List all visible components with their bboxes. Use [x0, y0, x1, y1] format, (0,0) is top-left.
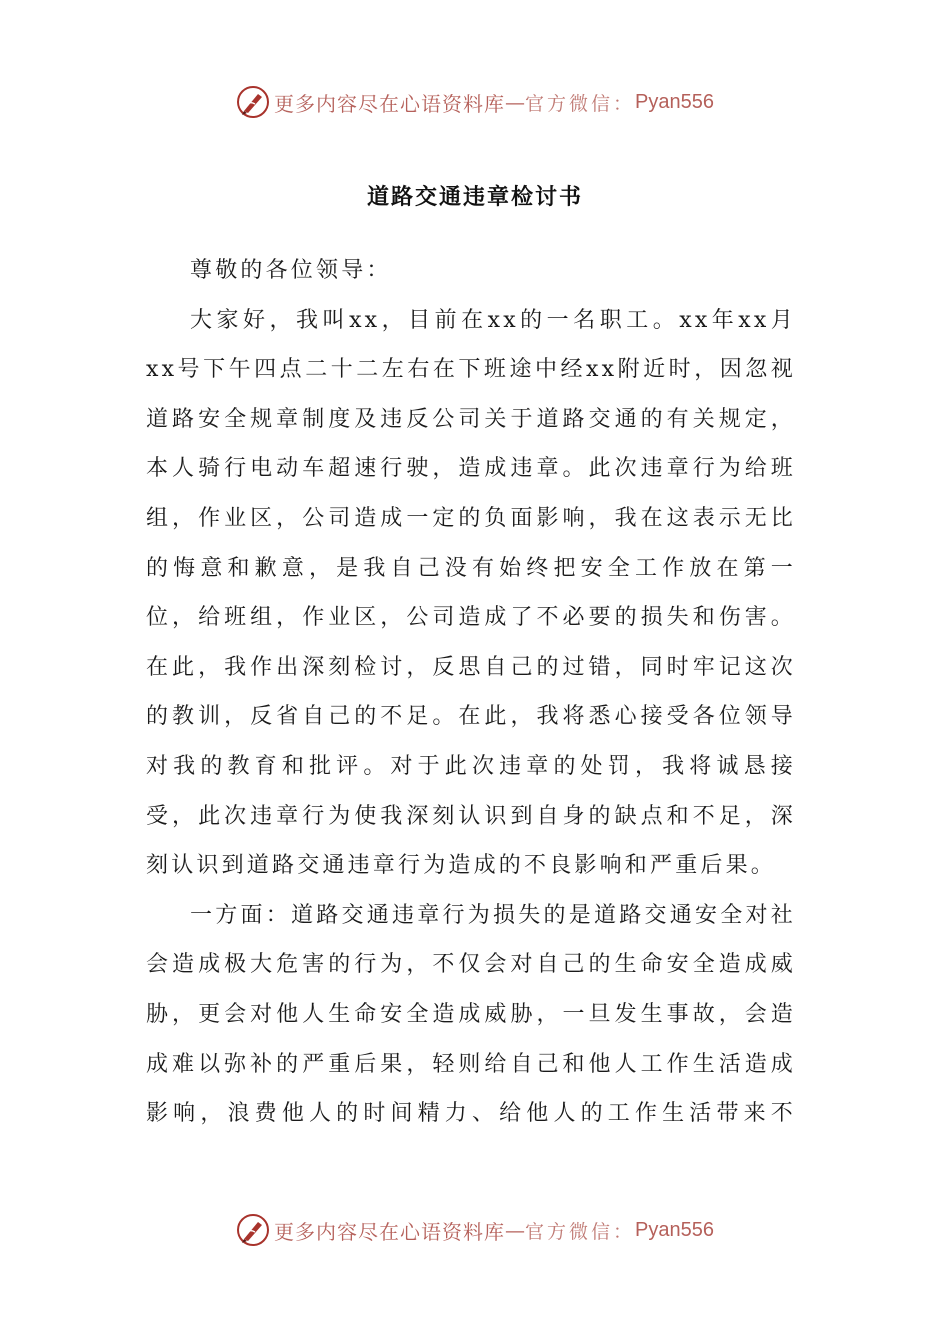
- paragraph-1: 大家好，我叫xx，目前在xx的一名职工。xx年xx月xx号下午四点二十二左右在下班途中经xx附近时，因忽视道路安全规章制度及违反公司关于道路交通的有关规定，本人骑行电动车超速行驶，造成违章。此次违章行为给班组，作业区，公司造成一定的负面影响，我在这表示无比的悔意和歉意，是我自己没有始终把安全工作放在第一位，给班组，作业区，公司造成了不必要的损失和伤害。在此，我作出深刻检讨，反思自己的过错，同时牢记这次的教训，反省自己的不足。在此，我将悉心接受各位领导对我的教育和批评。对于此次违章的处罚，我将诚恳接受，此次违章行为使我深刻认识到自身的缺点和不足，深刻认识到道路交通违章行为造成的不良影响和严重后果。: [146, 307, 796, 879]
- header-banner: [0, 82, 950, 122]
- pen-logo-icon: [236, 85, 270, 119]
- banner-title: 更多内容尽在心语资料库: [274, 91, 505, 116]
- banner-title: 更多内容尽在心语资料库: [274, 1219, 505, 1244]
- banner-wechat-id: Pyan556: [635, 90, 714, 113]
- document-title: 道路交通违章检讨书: [366, 184, 583, 210]
- banner-dash: —: [505, 90, 525, 114]
- banner-wechat-id: Pyan556: [635, 1218, 714, 1241]
- banner-dash: —: [505, 1218, 525, 1242]
- salutation: 尊敬的各位领导：: [190, 258, 392, 283]
- banner-wechat-label: 官方微信：: [525, 92, 636, 115]
- paragraph-2: 一方面：道路交通违章行为损失的是道路交通安全对社会造成极大危害的行为，不仅会对自己的生命安全造成威胁，更会对他人生命安全造成威胁，一旦发生事故，会造成难以弥补的严重后果，轻则给自己和他人工作生活造成影响，浪费他人的时间精力、给他人的工作生活带来不: [146, 902, 796, 1127]
- pen-logo-icon: [236, 1213, 270, 1247]
- document-body: [146, 246, 796, 1139]
- footer-banner: [0, 1210, 950, 1250]
- banner-wechat-label: 官方微信：: [525, 1220, 636, 1243]
